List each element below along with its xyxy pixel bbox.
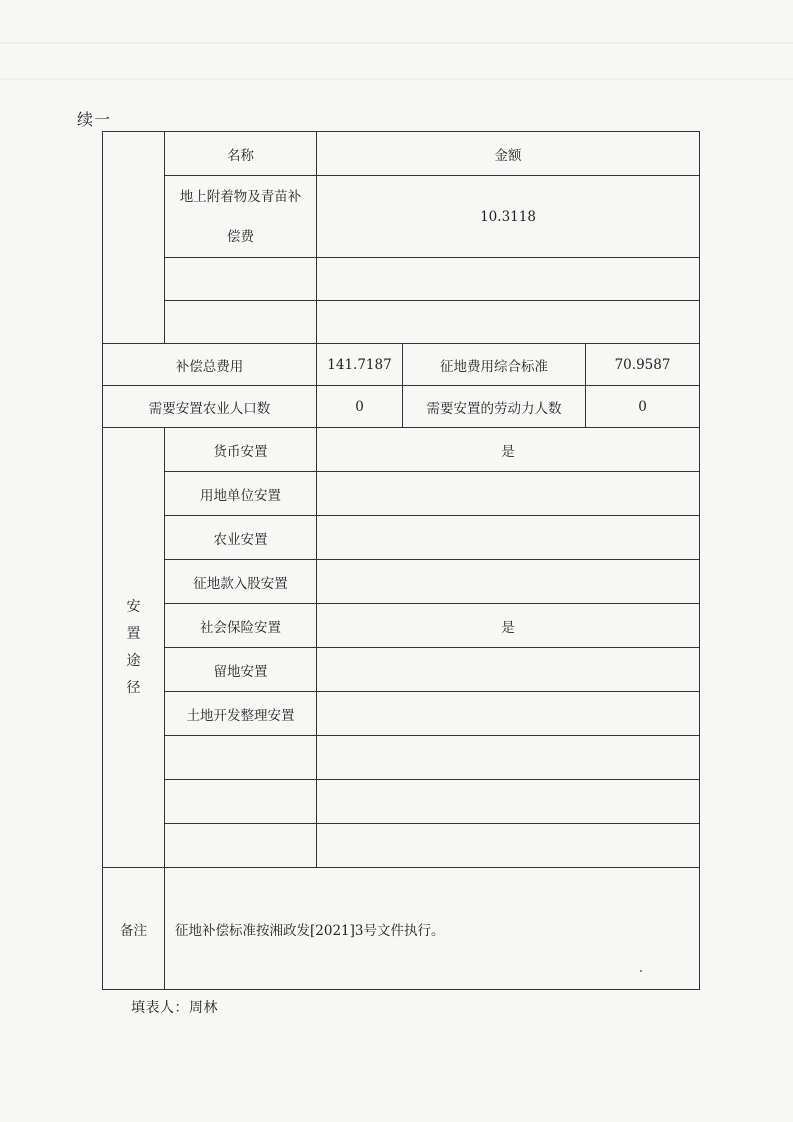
total-compensation-label: 补偿总费用: [103, 344, 317, 386]
resettlement-type-label: 用地单位安置: [165, 472, 317, 516]
items-section-label-cell: [103, 132, 165, 344]
agri-population-value: 0: [317, 386, 403, 428]
item-amount-cell: 10.3118: [317, 176, 700, 258]
section-label-char: 安: [126, 598, 141, 615]
page-continuation-label: 续一: [77, 110, 112, 129]
form-filler: 填表人：周林: [131, 1000, 218, 1016]
compensation-form-table: [102, 131, 700, 990]
item-name-line: 偿费: [227, 228, 254, 245]
item-name-cell: [165, 301, 317, 344]
standard-label: 征地费用综合标准: [403, 344, 586, 386]
labor-count-label: 需要安置的劳动力人数: [403, 386, 586, 428]
resettlement-type-value: 是: [317, 604, 700, 648]
item-amount-cell: [317, 301, 700, 344]
resettlement-type-value: [317, 560, 700, 604]
standard-value: 70.9587: [586, 344, 700, 386]
resettlement-type-label: [165, 824, 317, 868]
item-name-line: 地上附着物及青苗补: [179, 188, 302, 205]
resettlement-type-value: [317, 692, 700, 736]
section-label-char: 径: [126, 679, 141, 696]
resettlement-type-label: 社会保险安置: [165, 604, 317, 648]
resettlement-type-label: 农业安置: [165, 516, 317, 560]
resettlement-section-label: [103, 428, 165, 868]
name-column-header: 名称: [165, 132, 317, 176]
remarks-text: 征地补偿标准按湘政发[2021]3号文件执行。: [165, 868, 700, 990]
scan-speck: [640, 970, 642, 972]
resettlement-type-label: 留地安置: [165, 648, 317, 692]
resettlement-type-label: [165, 780, 317, 824]
resettlement-type-label: 征地款入股安置: [165, 560, 317, 604]
resettlement-type-label: 土地开发整理安置: [165, 692, 317, 736]
resettlement-type-label: [165, 736, 317, 780]
section-label-char: 途: [126, 652, 141, 669]
resettlement-type-value: [317, 736, 700, 780]
item-amount-cell: [317, 258, 700, 301]
resettlement-type-value: [317, 780, 700, 824]
section-label-char: 置: [126, 625, 141, 642]
resettlement-type-label: 货币安置: [165, 428, 317, 472]
resettlement-type-value: 是: [317, 428, 700, 472]
resettlement-type-value: [317, 472, 700, 516]
item-name-cell: [165, 258, 317, 301]
item-name-cell: [165, 176, 317, 258]
resettlement-type-value: [317, 516, 700, 560]
labor-count-value: 0: [586, 386, 700, 428]
agri-population-label: 需要安置农业人口数: [103, 386, 317, 428]
resettlement-type-value: [317, 824, 700, 868]
resettlement-type-value: [317, 648, 700, 692]
total-compensation-value: 141.7187: [317, 344, 403, 386]
remarks-label: 备注: [103, 868, 165, 990]
amount-column-header: 金额: [317, 132, 700, 176]
